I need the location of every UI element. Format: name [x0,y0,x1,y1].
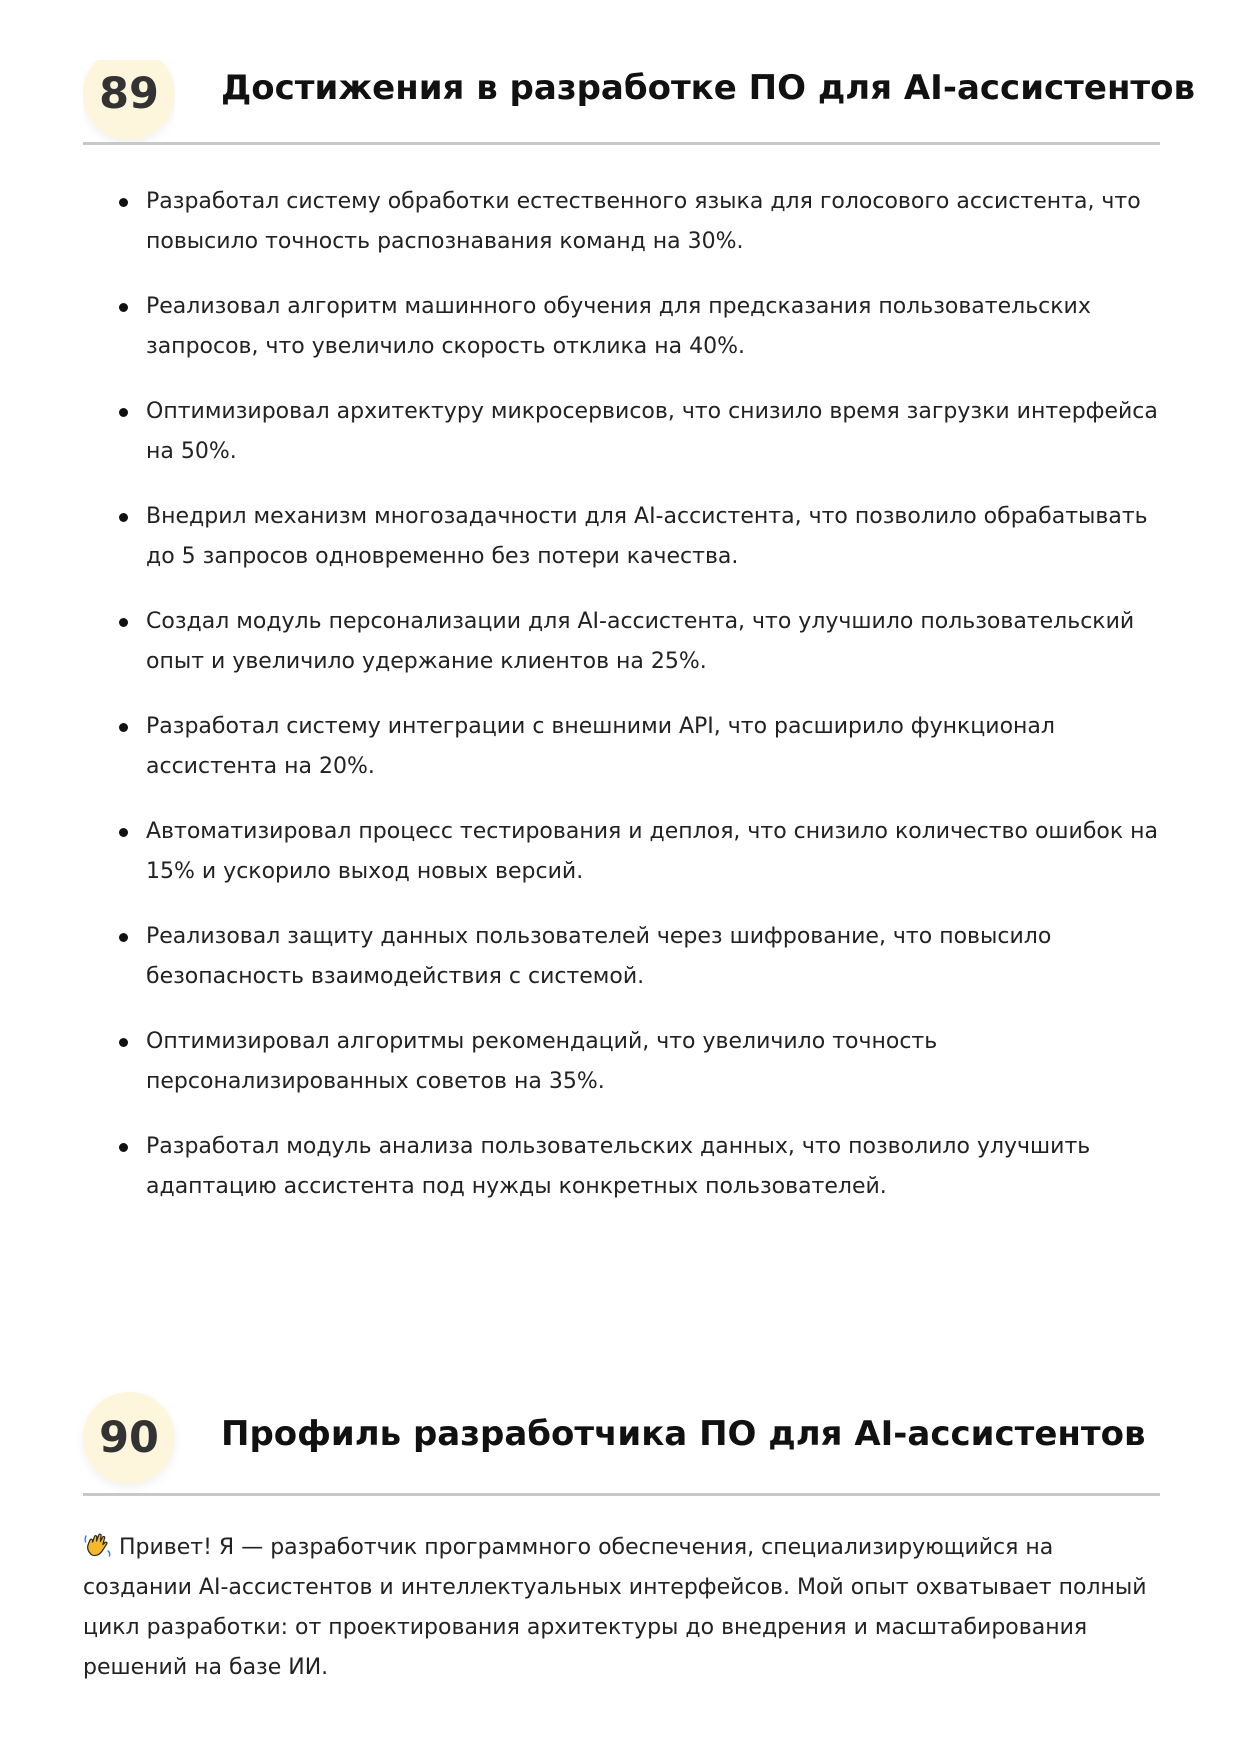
bullet-icon [119,408,128,417]
list-item-text: Реализовал алгоритм машинного обучения для предсказания пользовательских запросов, что увеличило скорость отклика на 40%. [146,294,1091,359]
bullet-icon [119,933,128,942]
bullet-icon [119,723,128,732]
bullet-icon [119,1143,128,1152]
list-item-text: Реализовал защиту данных пользователей через шифрование, что повысило безопасность взаимодействия с системой. [146,924,1052,989]
list-item-text: Разработал систему обработки естественного языка для голосового ассистента, что повысило точность распознавания команд на 30%. [146,189,1141,254]
list-item [83,1127,1163,1207]
list-item-text: Разработал систему интеграции с внешними API, что расширило функционал ассистента на 20%. [146,714,1055,779]
bullet-icon [119,198,128,207]
list-item [83,1022,1163,1102]
bullet-icon [119,303,128,312]
section-header-90 [83,1388,1160,1496]
achievements-list [83,182,1163,1232]
list-item [83,707,1163,787]
section-title: Достижения в разработке ПО для AI-ассистентов [221,68,1196,108]
section-header-89 [83,60,1196,145]
list-item-text: Внедрил механизм многозадачности для AI-ассистента, что позволило обрабатывать до 5 запросов одновременно без потери качества. [146,504,1148,569]
list-item [83,812,1163,892]
section-number-badge: 90 [83,1392,175,1484]
section-title: Профиль разработчика ПО для AI-ассистентов [221,1414,1146,1454]
list-item-text: Разработал модуль анализа пользовательских данных, что позволило улучшить адаптацию ассистента под нужды конкретных пользователей. [146,1134,1091,1199]
waving-hand-icon [83,1531,113,1559]
list-item [83,497,1163,577]
list-item [83,287,1163,367]
list-item-text: Оптимизировал алгоритмы рекомендаций, что увеличило точность персонализированных советов на 35%. [146,1029,938,1094]
section-number-badge-clip [83,60,175,142]
list-item-text: Создал модуль персонализации для AI-ассистента, что улучшило пользовательский опыт и увеличило удержание клиентов на 25%. [146,609,1135,674]
list-item [83,392,1163,472]
list-item [83,602,1163,682]
bullet-icon [119,618,128,627]
list-item [83,917,1163,997]
bullet-icon [119,1038,128,1047]
list-item [83,182,1163,262]
profile-intro-text: Привет! Я — разработчик программного обеспечения, специализирующийся на создании AI-ассистентов и интеллектуальных интерфейсов. Мой опыт охватывает полный цикл разработки: от проектирования архитектуры до внедрения и масштабирования решений на базе ИИ. [83,1535,1147,1680]
bullet-icon [119,513,128,522]
bullet-icon [119,828,128,837]
list-item-text: Автоматизировал процесс тестирования и деплоя, что снизило количество ошибок на 15% и ускорило выход новых версий. [146,819,1158,884]
profile-intro [83,1528,1163,1688]
list-item-text: Оптимизировал архитектуру микросервисов, что снизило время загрузки интерфейса на 50%. [146,399,1158,464]
section-number-badge: 89 [83,60,175,140]
